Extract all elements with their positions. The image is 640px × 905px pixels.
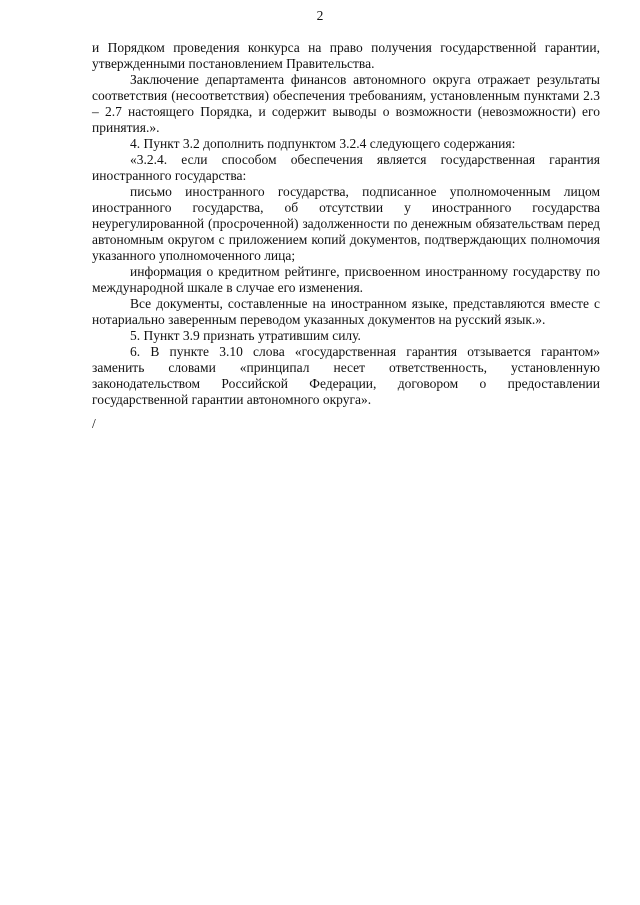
page-number: 2 <box>316 8 324 23</box>
paragraph-item-4: 4. Пункт 3.2 дополнить подпунктом 3.2.4 следующего содержания: <box>130 136 516 151</box>
paragraph-translation: Все документы, составленные на иностранном языке, представляются вместе с нотариально заверенным переводом указанных документов на русский язык.». <box>92 296 600 327</box>
paragraph-rating-info: информация о кредитном рейтинге, присвоенном иностранному государству по международной шкале в случае его изменения. <box>92 264 600 295</box>
paragraph-conclusion: Заключение департамента финансов автономного округа отражает результаты соответствия (несоответствия) обеспечения требованиям, установленным пунктами 2.3 – 2.7 настоящего Порядка, и содержит выводы о возможности (невозможности) его принятия.». <box>92 72 600 135</box>
paragraph-continuation: и Порядком проведения конкурса на право получения государственной гарантии, утвержденными постановлением Правительства. <box>92 40 600 71</box>
paragraph-subitem-3-2-4: «3.2.4. если способом обеспечения является государственная гарантия иностранного государства: <box>92 152 600 183</box>
paragraph-letter: письмо иностранного государства, подписанное уполномоченным лицом иностранного государства, об отсутствии у иностранного государства неурегулированной (просроченной) задолженности по денежным обязательствам перед автономным округом с приложением копий документов, подтверждающих полномочия указанного уполномоченного лица; <box>92 184 600 263</box>
stray-mark: / <box>92 416 96 431</box>
paragraph-item-5: 5. Пункт 3.9 признать утратившим силу. <box>130 328 361 343</box>
document-body <box>92 40 600 408</box>
paragraph-item-6: 6. В пункте 3.10 слова «государственная гарантия отзывается гарантом» заменить словами «принципал несет ответственность, установленную законодательством Российской Федерации, договором о предоставлении государственной гарантии автономного округа». <box>92 344 600 407</box>
